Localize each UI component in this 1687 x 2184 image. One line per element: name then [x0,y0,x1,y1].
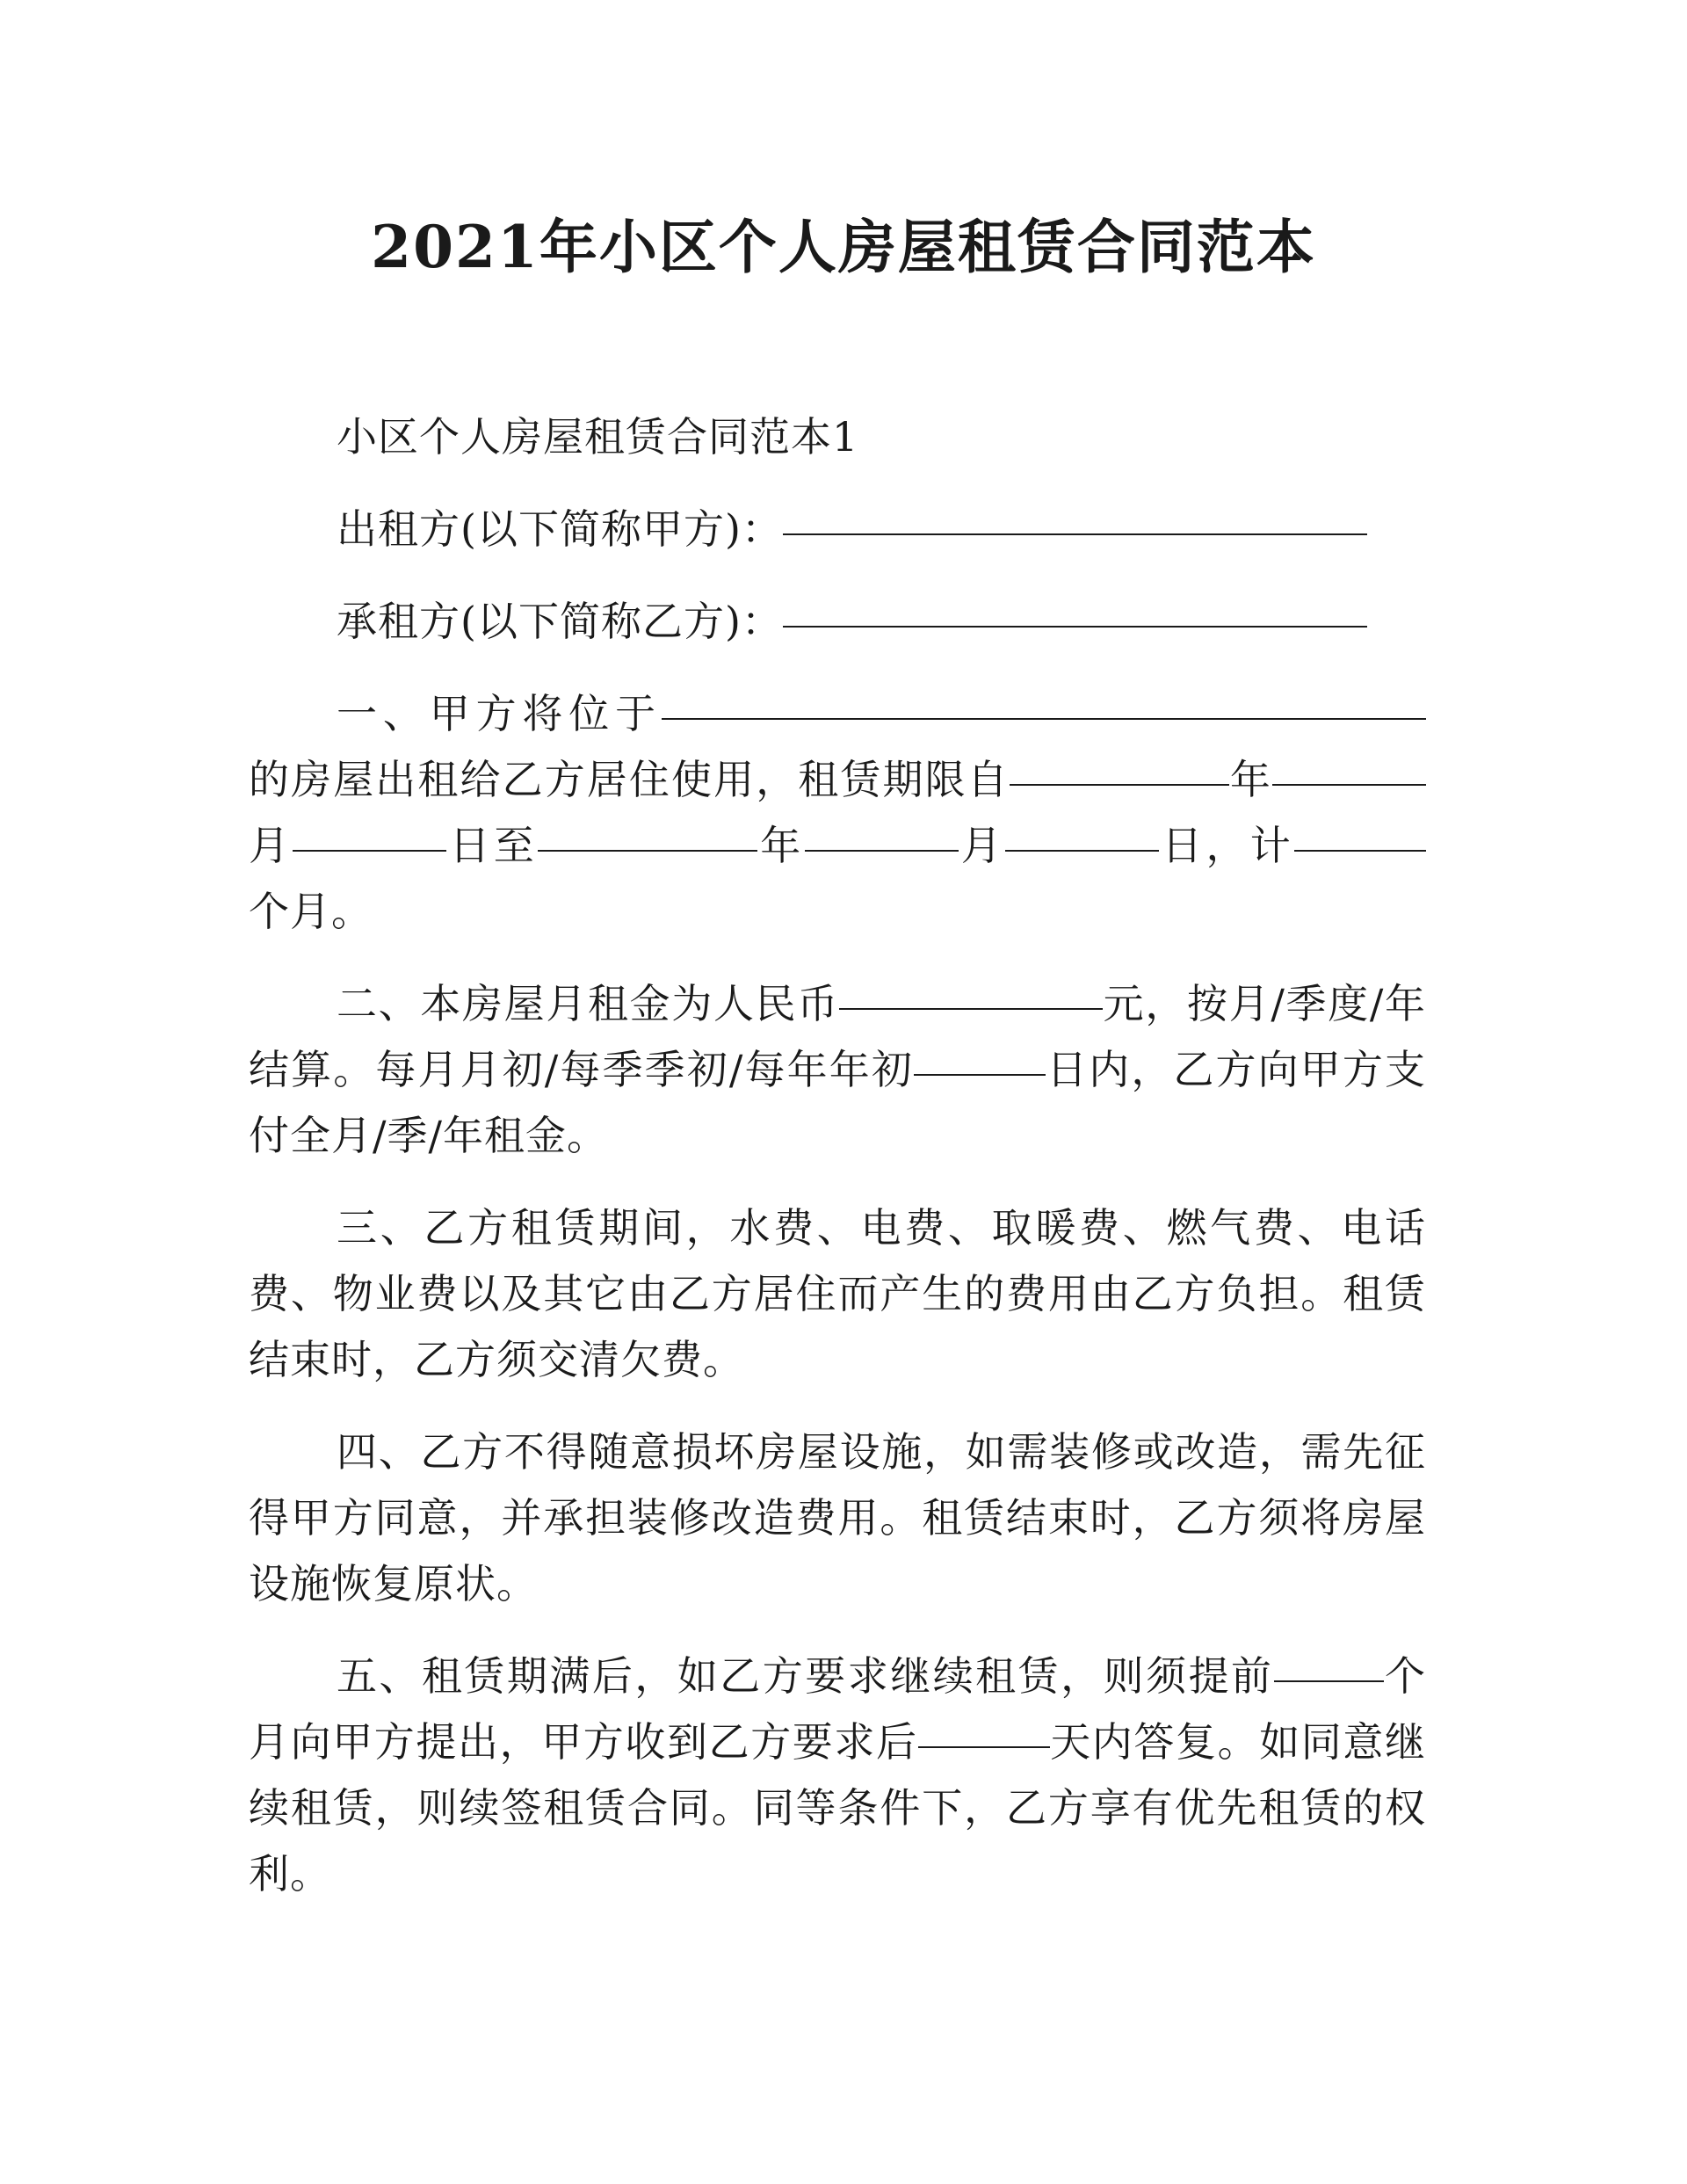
lessor-line [249,497,1426,562]
clause-1-text-i: 个月。 [249,888,373,935]
clause-5-text-a: 五、租赁期满后，如乙方要求继续租赁，则须提前 [337,1652,1274,1700]
document-title: 2021年小区个人房屋租赁合同范本 [371,213,1316,281]
clause-2 [249,971,1426,1169]
payment-days-blank [914,1073,1046,1076]
start-month-blank [1272,783,1426,786]
document-body [249,404,1426,1934]
start-day-blank [293,849,446,852]
lessee-blank [783,625,1367,628]
end-year-blank [538,849,757,852]
clause-1-text-e: 日至 [446,822,538,869]
reply-days-blank [918,1745,1050,1748]
clause-1 [249,681,1426,945]
end-day-blank [1005,849,1159,852]
months-blank [1294,849,1426,852]
rent-amount-blank [839,1007,1103,1010]
lessor-label: 出租方(以下简称甲方)： [337,505,783,553]
clause-1-text-h: 日，计 [1159,822,1294,869]
lessee-label: 承租方(以下简称乙方)： [337,598,783,645]
clause-1-text-b: 的房屋出租给乙方居住使用，租赁期限自 [249,756,1010,803]
clause-2-text-a: 二、本房屋月租金为人民币 [337,980,839,1027]
clause-5-text-c: 天内答复。如同意继续租赁，则续签租赁合同。同等条件下，乙方享有优先租赁的权利。 [249,1718,1427,1897]
clause-2-text-b: 元，按月/季度/年结算。每月月初/每季季初/每年年初 [249,980,1426,1093]
end-month-blank [805,849,959,852]
start-year-blank [1010,783,1229,786]
address-blank [662,717,1426,720]
lessor-blank [783,533,1367,535]
clause-2-text-c: 日内，乙方向甲方支付全月/季/年租金。 [249,1046,1427,1159]
clause-1-text-c: 年 [1228,756,1273,803]
lessee-line [249,589,1426,655]
clause-4: 四、乙方不得随意损坏房屋设施，如需装修或改造，需先征得甲方同意，并承担装修改造费用。租赁结束时，乙方须将房屋设施恢复原状。 [249,1428,1426,1607]
clause-5 [249,1643,1426,1907]
clause-5-text-b: 个月向甲方提出，甲方收到乙方要求后 [249,1652,1427,1766]
clause-1-text-g: 月 [958,822,1005,869]
clause-1-text-f: 年 [757,822,805,869]
contract-heading: 小区个人房屋租赁合同范本1 [337,413,859,461]
notice-months-blank [1274,1680,1384,1682]
clause-1-text-a: 一、甲方将位于 [337,690,662,737]
clause-1-text-d: 月 [249,822,293,869]
clause-3: 三、乙方租赁期间，水费、电费、取暖费、燃气费、电话费、物业费以及其它由乙方居住而产生的费用由乙方负担。租赁结束时，乙方须交清欠费。 [249,1204,1426,1383]
